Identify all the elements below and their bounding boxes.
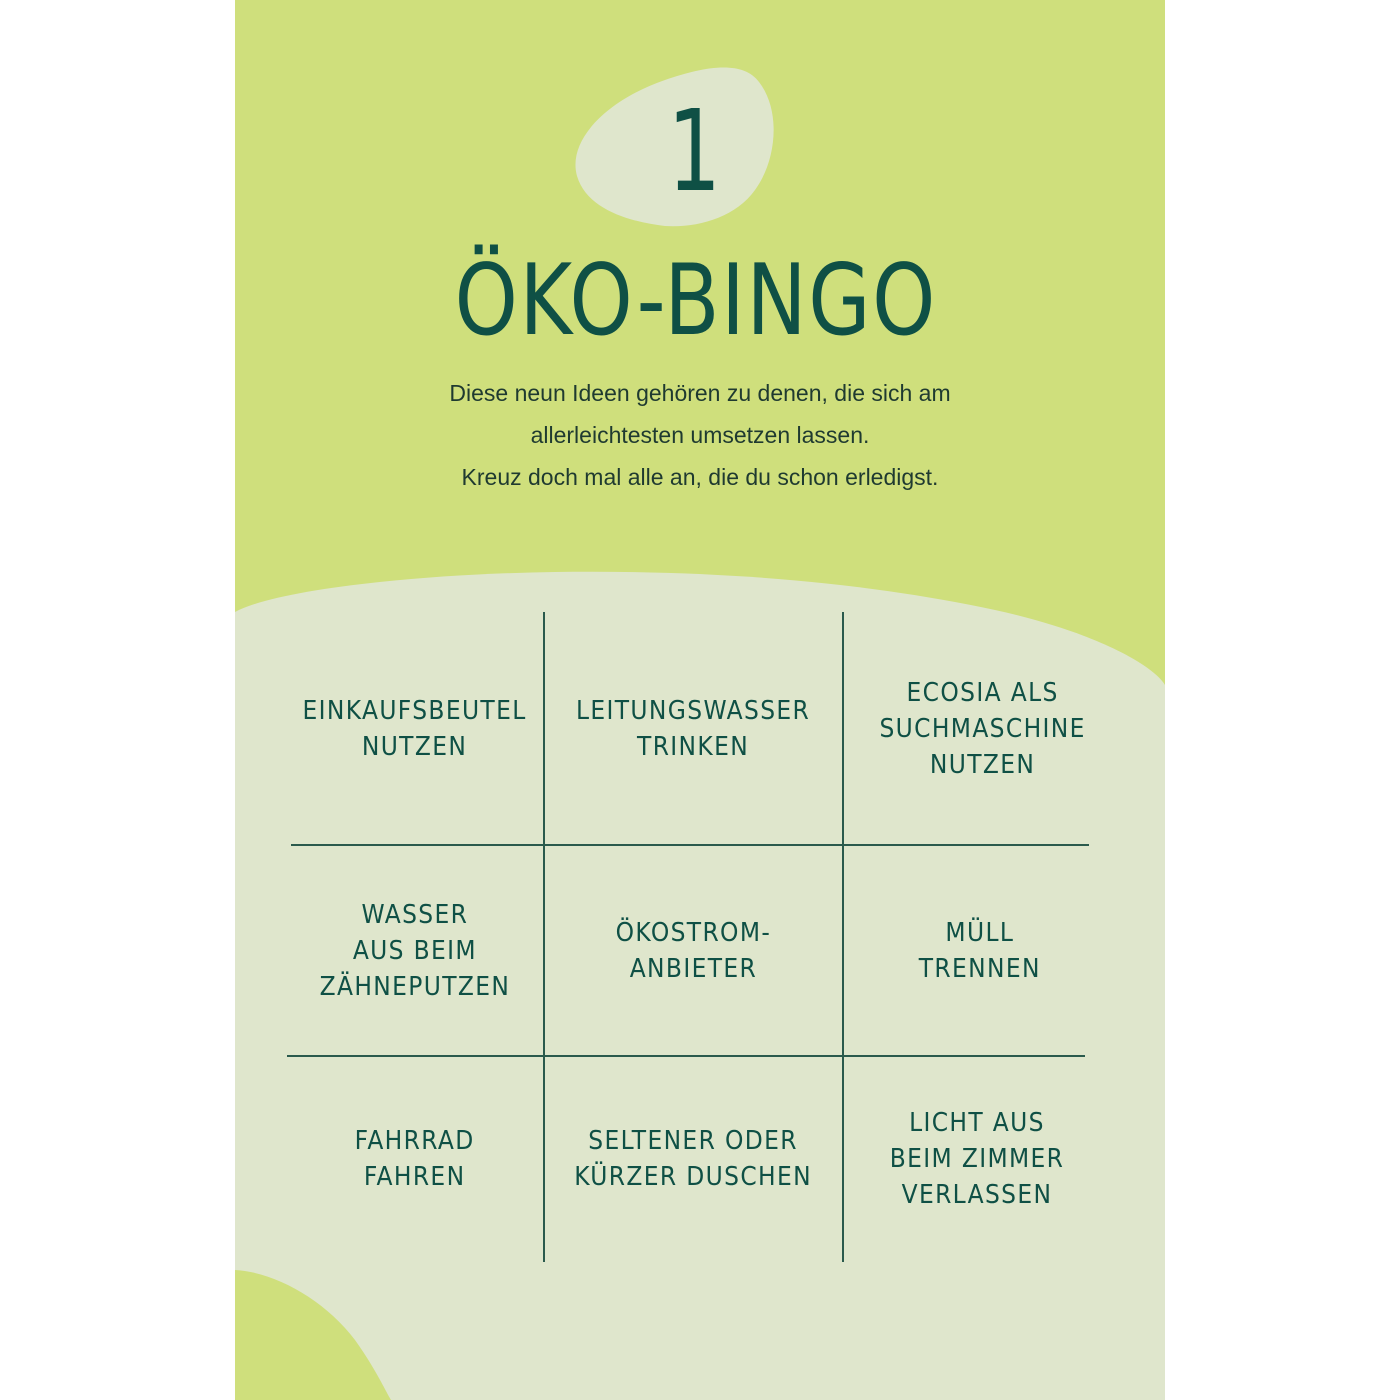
cell-line: EINKAUFSBEUTEL [302, 695, 527, 726]
cell-line: MÜLL [945, 917, 1015, 948]
step-number: 1 [667, 87, 721, 217]
bingo-cell[interactable] [843, 1056, 1111, 1262]
cell-line: SUCHMASCHINE [879, 713, 1087, 744]
intro-line: Diese neun Ideen gehören zu denen, die sich am [449, 380, 951, 406]
intro-text [235, 372, 1165, 498]
intro-line: Kreuz doch mal alle an, die du schon erledigst. [461, 464, 939, 490]
page-title: ÖKO-BINGO [454, 244, 938, 358]
cell-line: TRENNEN [918, 953, 1042, 984]
cell-line: FAHRRAD [354, 1126, 475, 1156]
bingo-cell[interactable] [544, 1056, 843, 1262]
intro-line: allerleichtesten umsetzen lassen. [530, 422, 870, 448]
cell-line: ANBIETER [629, 953, 758, 984]
bingo-cell[interactable] [843, 612, 1123, 845]
bingo-grid [285, 612, 1095, 1262]
bingo-cell[interactable] [285, 845, 544, 1056]
cell-line: VERLASSEN [901, 1180, 1053, 1210]
bingo-cell[interactable] [285, 612, 544, 845]
cell-line: BEIM ZIMMER [889, 1144, 1065, 1174]
cell-line: ZÄHNEPUTZEN [319, 971, 510, 1002]
cell-line: AUS BEIM [352, 935, 477, 966]
bingo-card [235, 0, 1165, 1400]
cell-line: ÖKOSTROM- [615, 917, 772, 948]
cell-line: SELTENER ODER [588, 1126, 799, 1156]
cell-line: ECOSIA ALS [906, 677, 1060, 708]
cell-line: LEITUNGSWASSER [576, 695, 811, 726]
bingo-cell[interactable] [544, 612, 843, 845]
cell-line: LICHT AUS [909, 1108, 1045, 1138]
bingo-cell[interactable] [285, 1056, 544, 1262]
bingo-cell[interactable] [843, 845, 1117, 1056]
cell-line: FAHREN [363, 1162, 466, 1192]
cell-line: NUTZEN [930, 749, 1036, 780]
cell-line: NUTZEN [361, 731, 468, 762]
cell-line: TRINKEN [637, 731, 750, 762]
bingo-cell[interactable] [544, 845, 843, 1056]
cell-line: WASSER [361, 899, 468, 930]
cell-line: KÜRZER DUSCHEN [574, 1162, 813, 1192]
